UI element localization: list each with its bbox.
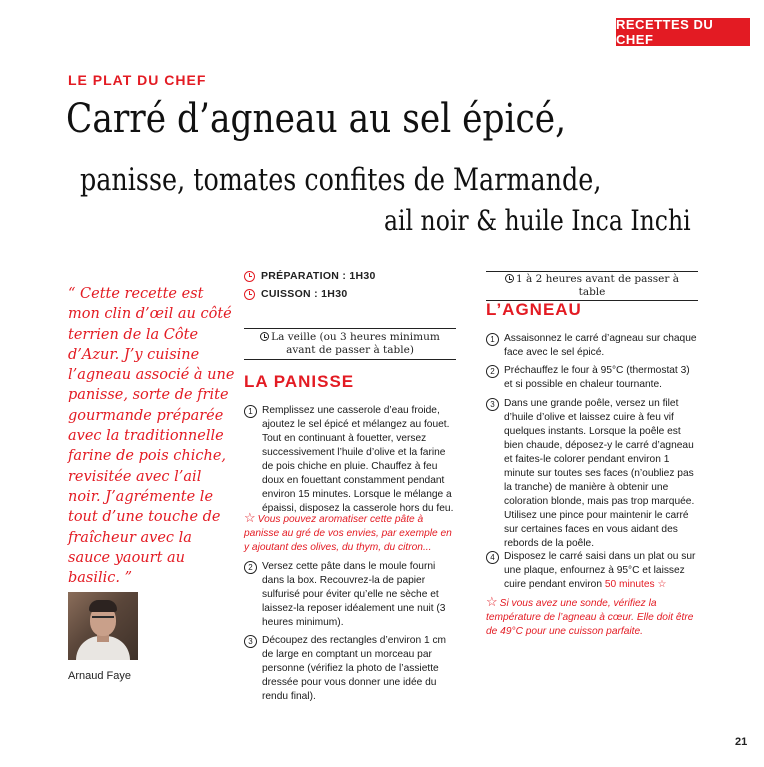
prep-time — [244, 270, 376, 282]
tip-text: Vous pouvez aromatiser cette pâte à panisse au gré de vos envies, par exemple en y ajoutant des olives, du thym, du citron... — [244, 514, 452, 553]
panisse-step-1 — [244, 404, 456, 516]
step-text: Assaisonnez le carré d’agneau sur chaque face avec le sel épicé. — [504, 333, 697, 358]
kicker: LE PLAT DU CHEF — [68, 72, 207, 88]
step-text: Versez cette pâte dans le moule fourni dans la box. Recouvrez-la de papier sulfurisé pour éviter qu’elle ne sèche et laissez-la reposer idéalement une nuit (3 heures minimum). — [262, 561, 446, 628]
step-text: Préchauffez le four à 95°C (thermostat 3) et si possible en chaleur tournante. — [504, 365, 690, 390]
agneau-step-1 — [486, 332, 700, 360]
star-icon: ☆ — [244, 510, 256, 525]
step-number: 2 — [486, 365, 499, 378]
panisse-step-3 — [244, 634, 456, 704]
step-number: 3 — [244, 635, 257, 648]
agneau-tip — [486, 595, 696, 639]
cook-time-label: CUISSON : 1H30 — [261, 288, 348, 300]
clock-icon — [244, 271, 255, 282]
chef-photo — [68, 592, 138, 660]
star-icon: ☆ — [657, 579, 667, 590]
step-number: 4 — [486, 551, 499, 564]
step-text: Dans une grande poêle, versez un filet d’huile d’olive et laissez cuire à feu vif quelques instants. Lorsque la poêle est bien chaude, déposez-y le carré d’agneau et faites-le colorer pendant environ 1 minute sur toutes ses faces (n’oubliez pas la tranche) de manière à obtenir une coloration blonde, mais pas trop marquée. Utilisez une pince pour maintenir le carré sur certaines faces en vous aidant des rebords de la poêle. — [504, 398, 695, 549]
step-text: Remplissez une casserole d’eau froide, ajoutez le sel épicé et mélangez au fouet. Tout en continuant à fouetter, versez successivement l’huile d’olive et la farine de pois chiche en pluie. Chauffez à feu doux en fouettant constamment pendant environ 15 minutes. Lorsque le mélange a épaissi, disposez la casserole hors du feu. — [262, 405, 454, 514]
title-line-3: ail noir & huile Inca Inchi — [384, 204, 691, 237]
step-text: Disposez le carré saisi dans un plat ou sur une plaque, enfournez à 95°C et laissez cuire pendant environ — [504, 551, 696, 590]
chef-quote: “ Cette recette est mon clin d’œil au côté terrien de la Côte d’Azur. J’y cuisine l’agneau associé à une panisse, sorte de frite gourmande préparée avec la traditionnelle farine de pois chiche, revisitée avec l’ail noir. J’agrémente le tout d’une touche de fraîcheur avec la sauce yaourt au basilic. ” — [68, 286, 235, 587]
agneau-heading: L’AGNEAU — [486, 300, 582, 319]
panisse-heading: LA PANISSE — [244, 372, 355, 391]
step-number: 3 — [486, 398, 499, 411]
panisse-timing-text: La veille (ou 3 heures minimum avant de passer à table) — [271, 331, 440, 356]
prep-time-label: PRÉPARATION : 1H30 — [261, 270, 376, 282]
cook-time — [244, 288, 347, 300]
step-number: 1 — [486, 333, 499, 346]
step-text: Découpez des rectangles d’environ 1 cm de large en comptant un morceau par personne (vérifiez la photo de l’assiette dressée pour vous donner une idée du rendu final). — [262, 635, 447, 702]
section-tag: RECETTES DU CHEF — [616, 18, 750, 46]
title-line-1: Carré d’agneau au sel épicé, — [66, 96, 567, 142]
agneau-timing — [486, 271, 698, 301]
title-line-2: panisse, tomates confites de Marmande, — [80, 162, 602, 198]
tip-text: Si vous avez une sonde, vérifiez la température de l’agneau à cœur. Elle doit être de 49°C pour une cuisson parfaite. — [486, 598, 694, 637]
step-number: 2 — [244, 561, 257, 574]
panisse-tip — [244, 511, 458, 555]
clock-icon — [244, 289, 255, 300]
agneau-step-3 — [486, 397, 700, 551]
panisse-timing — [244, 328, 456, 360]
star-icon: ☆ — [486, 594, 498, 609]
step-number: 1 — [244, 405, 257, 418]
panisse-step-2 — [244, 560, 456, 630]
page-number: 21 — [735, 736, 748, 748]
step-text-highlight: 50 minutes — [604, 579, 655, 590]
clock-icon — [505, 274, 514, 283]
agneau-step-4 — [486, 550, 702, 592]
chef-name: Arnaud Faye — [68, 670, 131, 682]
clock-icon — [260, 332, 269, 341]
agneau-step-2 — [486, 364, 700, 392]
agneau-timing-text: 1 à 2 heures avant de passer à table — [516, 273, 679, 298]
